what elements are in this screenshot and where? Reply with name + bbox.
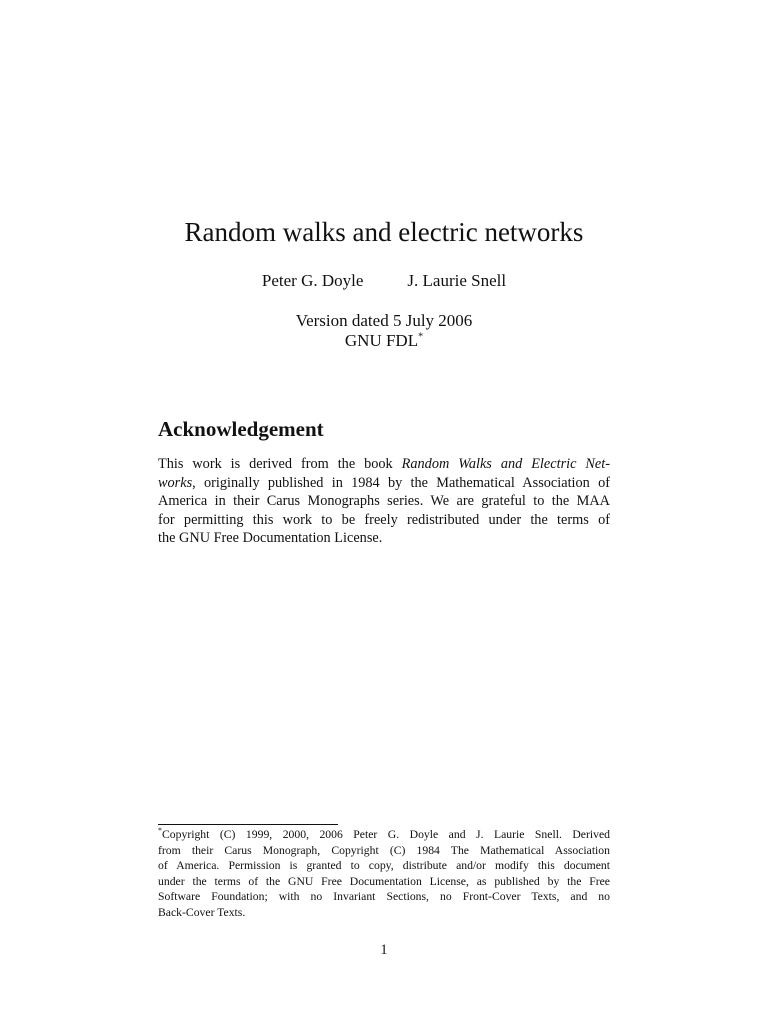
footnote-line: of America. Permission is granted to copy, distribute and/or modify this document bbox=[158, 859, 610, 873]
license-label bbox=[0, 330, 768, 351]
section-heading: Acknowledgement bbox=[158, 417, 324, 441]
paragraph-line: America in their Carus Monographs series. We are grateful to the MAA bbox=[158, 493, 610, 509]
paper-title: Random walks and electric networks bbox=[184, 217, 584, 247]
text-run: Copyright (C) 1999, 2000, 2006 Peter G. Doyle and J. Laurie Snell. Derived bbox=[162, 828, 610, 841]
text-run: This work is derived from the book bbox=[158, 456, 402, 472]
paragraph-line: for permitting this work to be freely redistributed under the terms of bbox=[158, 511, 610, 528]
page-number: 1 bbox=[380, 942, 388, 958]
author-name: J. Laurie Snell bbox=[407, 271, 507, 290]
footnote-line bbox=[158, 827, 610, 843]
footnote-marker: * bbox=[418, 331, 424, 343]
author-name: Peter G. Doyle bbox=[261, 271, 364, 290]
version-date: Version dated 5 July 2006 bbox=[295, 311, 473, 330]
footnote-line: from their Carus Monograph, Copyright (C) 1984 The Mathematical Association bbox=[158, 843, 610, 857]
paragraph-line: the GNU Free Documentation License. bbox=[158, 530, 383, 546]
author-list bbox=[0, 270, 768, 292]
book-title-italic: works bbox=[158, 474, 193, 491]
footnote-line: Software Foundation; with no Invariant Sections, no Front-Cover Texts, and no bbox=[158, 890, 610, 904]
book-title-italic: Random Walks and Electric Net- bbox=[401, 456, 611, 472]
text-run: , originally published in 1984 by the Mathematical Association of bbox=[192, 474, 610, 491]
copyright-footnote bbox=[158, 827, 610, 921]
acknowledgement-paragraph bbox=[158, 455, 610, 548]
footnote-line: under the terms of the GNU Free Documentation License, as published by the Free bbox=[158, 874, 610, 888]
footnote-rule bbox=[158, 824, 338, 825]
footnote-line: Back-Cover Texts. bbox=[158, 905, 246, 919]
paragraph-line bbox=[158, 474, 610, 493]
footnote-marker: * bbox=[158, 826, 162, 836]
license-text: GNU FDL bbox=[344, 331, 419, 350]
paragraph-line bbox=[158, 455, 610, 474]
